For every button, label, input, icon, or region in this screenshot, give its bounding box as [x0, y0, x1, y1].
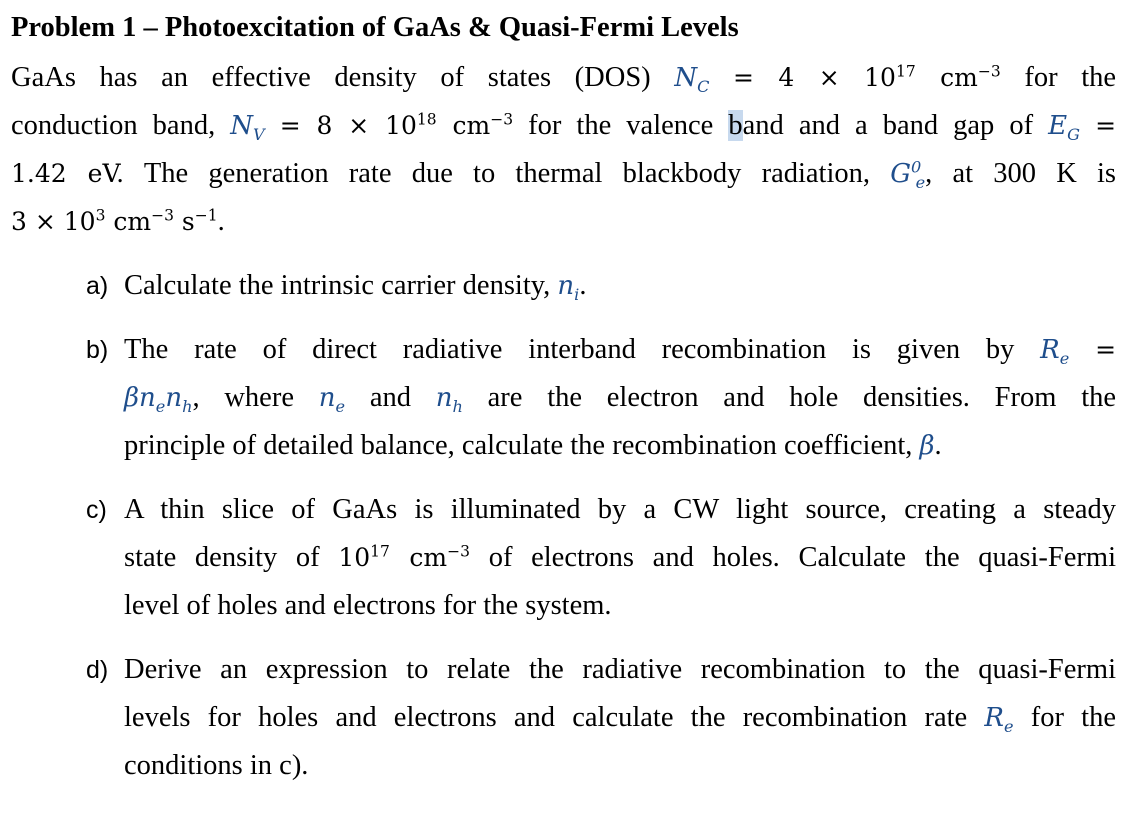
part-label: a) [86, 272, 109, 300]
part-text: Derive an expression to relate the radiative recombination to the quasi-Fermi [124, 654, 1116, 685]
beta-ne-nh-expression: $\beta n_en_h$ [124, 383, 193, 417]
part-text: conditions in c). [124, 750, 309, 781]
part-text: principle of detailed balance, calculate the recombination coefficient, [124, 430, 913, 461]
part-text: The rate of direct radiative interband recombination is given by [124, 334, 1015, 365]
part-text: A thin slice of GaAs is illuminated by a CW light source, creating a steady [124, 494, 1116, 525]
part-label: b) [86, 336, 109, 364]
intro-text: for the [1024, 62, 1117, 93]
problem-title: Problem 1 – Photoexcitation of GaAs & Quasi-Fermi Levels [11, 12, 739, 43]
intro-line-3 [11, 150, 1116, 198]
intro-text: , at 300 K is [925, 158, 1116, 189]
part-label: d) [86, 656, 109, 684]
intro-text: GaAs has an effective density of states (DOS) [11, 62, 651, 93]
eg-value: 1.42 eV. [11, 159, 125, 188]
intro-line-2 [11, 102, 1116, 150]
part-text: levels for holes and electrons and calculate the recombination rate [124, 702, 968, 733]
nv-value: = $8 \times 10^{18}$ $cm^{-3}$ [279, 110, 514, 140]
nv-symbol: $N_V$ [230, 111, 265, 145]
problem-intro [11, 54, 1116, 246]
part-body: The rate of direct radiative interband recombination is given by $R_e$ = $\beta n_en_h$, where $n_e$ and $n_h$ are the electron and hole densities. From the principle of detailed balance, calculate the recombination coefficient, β. [124, 334, 1117, 461]
part-text: Calculate the intrinsic carrier density, [124, 270, 551, 301]
ne-symbol: $n_e$ [318, 383, 346, 417]
part-text: , where [192, 382, 294, 413]
part-text: state density of [124, 542, 320, 573]
part-text: for the [1030, 702, 1116, 733]
part-text: are the electron and hole densities. From the [487, 382, 1117, 413]
part-text: and [369, 382, 411, 413]
ge-value: $3 \times 10^3$ $cm^{-3}$ $s^{-1}$ [11, 206, 218, 236]
intro-text: conduction band, [11, 110, 216, 141]
intro-line-4: $3 \times 10^3$ $cm^{-3}$ $s^{-1}$. [11, 206, 225, 237]
nc-value: = $4 \times 10^{17}$ $cm^{-3}$ [733, 62, 1001, 92]
intro-line-1 [11, 54, 1116, 102]
text-cursor-highlight: b [728, 110, 743, 141]
re-symbol: $R_e$ [984, 703, 1014, 737]
eg-symbol: $E_G$ [1048, 111, 1081, 145]
equals-sign: = [1095, 335, 1117, 364]
ge-symbol: $G^0_e$ [890, 157, 926, 193]
re-symbol: $R_e$ [1040, 335, 1070, 369]
part-text: of electrons and holes. Calculate the quasi-Fermi [488, 542, 1117, 573]
intro-text: The generation rate due to thermal blackbody radiation, [143, 158, 871, 189]
part-body [124, 646, 1116, 790]
part-text: level of holes and electrons for the system. [124, 590, 612, 621]
part-label: c) [86, 496, 107, 524]
part-body [124, 486, 1116, 630]
nh-symbol: $n_h$ [435, 383, 463, 417]
equals-sign: = [1095, 111, 1117, 140]
beta-symbol: β [919, 431, 935, 461]
intro-text: for the valence band and a band gap of [528, 110, 1034, 141]
nc-symbol: $N_C$ [674, 63, 710, 97]
part-body: Calculate the intrinsic carrier density, $n_i$. [124, 270, 587, 305]
ni-symbol: $n_i$ [557, 271, 580, 305]
density-value: $10^{17}$ $cm^{-3}$ [338, 542, 470, 572]
